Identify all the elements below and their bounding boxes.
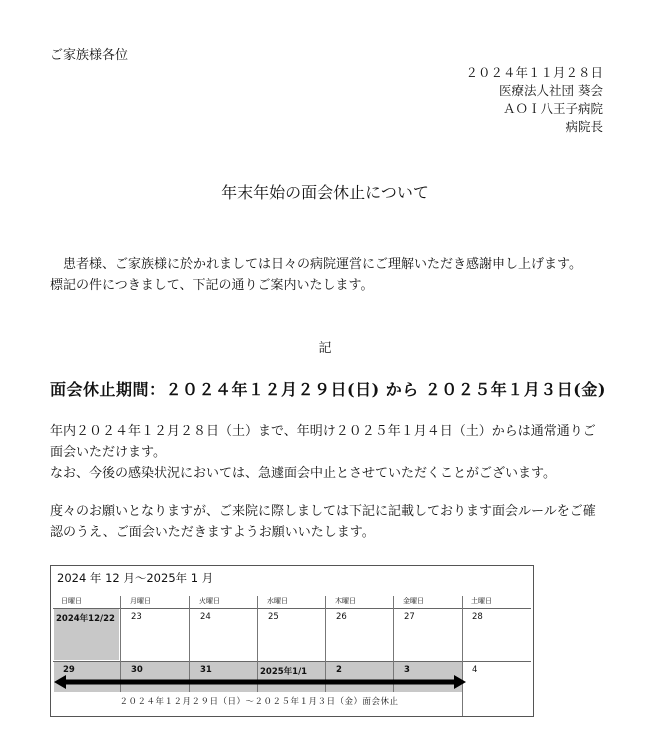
sender-block: [465, 64, 603, 136]
day-30: 30: [131, 665, 143, 675]
weekday-header: [51, 596, 533, 608]
details-line-2: 面会いただけます。: [50, 445, 166, 460]
double-arrow-icon: [54, 675, 466, 689]
closure-period: 面会休止期間：２０２４年１２月２９日(日) から ２０２５年１月３日(金): [50, 380, 606, 399]
day-25: 25: [268, 612, 279, 622]
day-2024-12-22: 2024年12/22: [56, 614, 115, 624]
details-paragraph: [50, 421, 615, 484]
day-27: 27: [404, 612, 415, 622]
details-line-3: なお、今後の感染状況においては、急遽面会中止とさせていただくことがございます。: [50, 466, 556, 481]
grid-line-header: [53, 608, 531, 609]
day-26: 26: [336, 612, 347, 622]
day-28: 28: [472, 612, 483, 622]
day-23: 23: [131, 612, 142, 622]
weekday-sat: 土曜日: [471, 597, 492, 605]
intro-line-1: 患者様、ご家族様に於かれましては日々の病院運営にご理解いただき感謝申し上げます。: [63, 257, 582, 272]
intro-line-2: 標記の件につきまして、下記の通りご案内いたします。: [50, 278, 374, 293]
sender-role: 病院長: [565, 119, 603, 134]
day-4: 4: [472, 665, 478, 675]
request-line-1: 度々のお願いとなりますが、ご来院に際しましては下記に記載しております面会ルールをご確: [50, 504, 596, 519]
letter-date: ２０２４年１１月２８日: [465, 65, 603, 80]
recipient: ご家族様各位: [50, 48, 129, 63]
day-2025-1-1: 2025年1/1: [260, 667, 308, 677]
day-24: 24: [200, 612, 211, 622]
ki-marker: 記: [318, 341, 332, 356]
request-paragraph: [50, 501, 615, 543]
weekday-thu: 木曜日: [335, 597, 356, 605]
weekday-fri: 金曜日: [403, 597, 424, 605]
weekday-wed: 水曜日: [267, 597, 288, 605]
day-29: 29: [63, 665, 75, 675]
closure-calendar: [50, 565, 534, 717]
document-title: 年末年始の面会休止について: [221, 183, 429, 202]
organization: 医療法人社団 葵会: [499, 83, 603, 98]
day-2: 2: [336, 665, 342, 675]
intro-paragraph: [50, 254, 615, 296]
calendar-title: 2024 年 12 月～2025年 1 月: [57, 571, 214, 585]
day-3: 3: [404, 665, 410, 675]
grid-col-6: [462, 596, 463, 716]
weekday-sun: 日曜日: [61, 597, 82, 605]
weekday-mon: 月曜日: [130, 597, 151, 605]
weekday-tue: 火曜日: [199, 597, 220, 605]
grid-line-week2: [53, 661, 531, 662]
closure-note: ２０２４年１２月２９日（日）～２０２５年１月３日（金）面会休止: [63, 694, 455, 710]
request-line-2: 認のうえ、ご面会いただきますようお願いいたします。: [50, 525, 375, 540]
hospital-name: ＡＯＩ八王子病院: [502, 101, 603, 116]
day-31: 31: [200, 665, 212, 675]
details-line-1: 年内２０２４年１２月２８日（土）まで、年明け２０２５年１月４日（土）からは通常通りご: [50, 424, 596, 439]
